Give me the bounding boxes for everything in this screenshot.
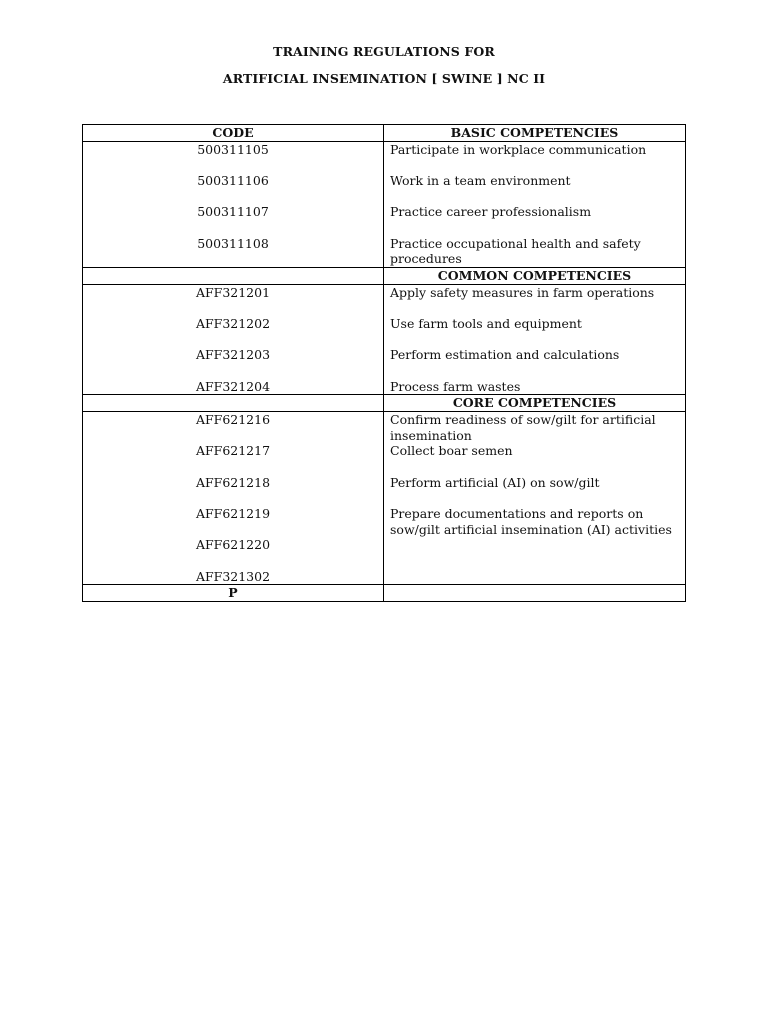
competency-description: Practice occupational health and safety procedures [390,235,641,267]
footer-empty-cell [384,585,686,602]
code-column-header: CODE [83,125,384,142]
competency-description: Perform artificial (AI) on sow/gilt [390,474,600,490]
document-title-line-1: TRAINING REGULATIONS FOR [273,44,495,59]
basic-competencies-header: BASIC COMPETENCIES [384,125,686,142]
empty-cell [83,395,384,412]
competency-description: Confirm readiness of sow/gilt for artificial insemination [390,411,656,443]
core-descriptions-cell [384,411,686,585]
competency-code: AFF321201 [195,284,271,300]
competency-code: AFF321202 [195,315,271,331]
competency-description: Apply safety measures in farm operations [390,284,655,300]
competency-description: Practice career professionalism [390,204,592,220]
competency-description: Perform estimation and calculations [390,347,620,363]
empty-cell [83,267,384,284]
basic-descriptions-cell [384,141,686,267]
competency-code: AFF621216 [195,411,271,427]
common-heading-row [83,267,686,284]
competency-description: Participate in workplace communication [390,141,647,157]
competency-code: AFF621218 [195,474,271,490]
core-codes-cell [83,411,384,585]
competency-code: AFF621220 [195,537,271,553]
competency-code: AFF321204 [195,378,271,394]
competency-code: 500311106 [197,172,269,188]
competency-description: Collect boar semen [390,443,513,459]
common-descriptions-cell [384,284,686,395]
competency-code: 500311108 [197,235,269,251]
table-header-row [83,125,686,142]
competency-code: 500311105 [197,141,269,157]
competency-description: Use farm tools and equipment [390,315,582,331]
competency-description: Process farm wastes [390,378,521,394]
competency-description: Prepare documentations and reports on sow/gilt artificial insemination (AI) activities [390,506,672,537]
common-competencies-row [83,284,686,395]
competency-table [82,124,686,602]
core-heading-row [83,395,686,412]
competency-code: 500311107 [197,204,269,220]
common-competencies-header: COMMON COMPETENCIES [384,267,686,284]
footer-code-cell: P [83,585,384,602]
document-title-line-2: ARTIFICIAL INSEMINATION [ SWINE ] NC II [222,71,546,86]
competency-code: AFF621217 [195,443,271,459]
core-competencies-row [83,411,686,585]
core-competencies-header: CORE COMPETENCIES [384,395,686,412]
competency-code: AFF321302 [195,568,271,584]
competency-code: AFF321203 [195,347,271,363]
competency-code: AFF621219 [195,506,271,522]
footer-row [83,585,686,602]
common-codes-cell [83,284,384,395]
competency-description: Work in a team environment [390,172,571,188]
basic-codes-cell [83,141,384,267]
basic-competencies-row [83,141,686,267]
